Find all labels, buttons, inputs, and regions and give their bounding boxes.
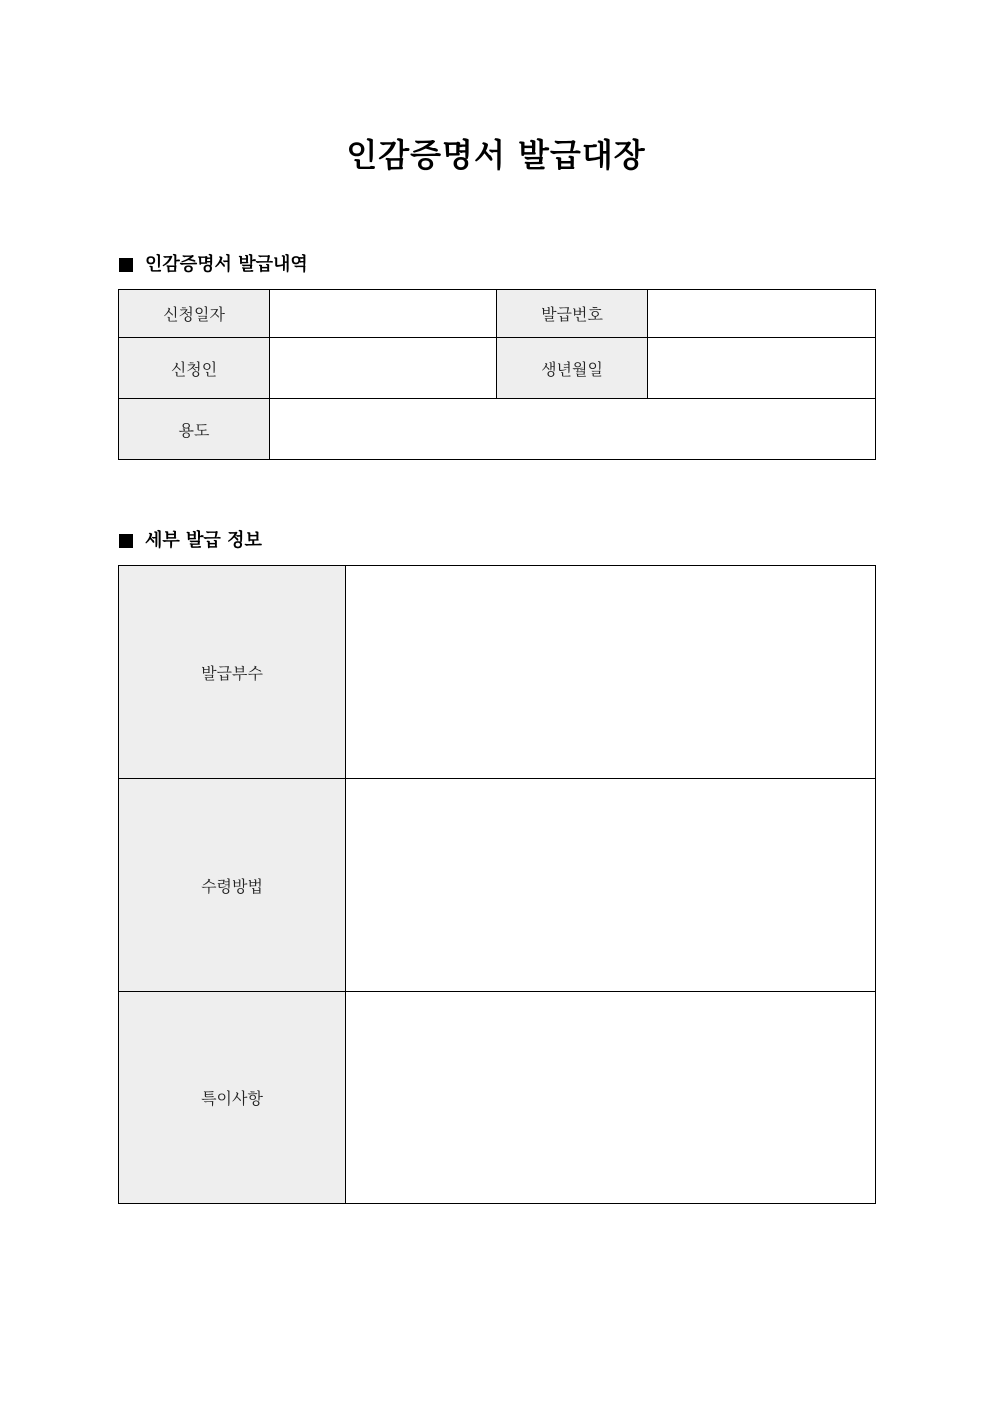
receipt-method-field[interactable] <box>346 779 876 992</box>
section-heading-issue-label: 인감증명서 발급내역 <box>145 254 308 275</box>
section-heading-detail <box>119 529 262 553</box>
table-row <box>119 399 876 460</box>
receipt-method-label: 수령방법 <box>119 779 346 992</box>
detail-info-table <box>118 565 876 1204</box>
copies-field[interactable] <box>346 566 876 779</box>
remarks-field[interactable] <box>346 992 876 1204</box>
table-row <box>119 290 876 338</box>
table-row <box>119 338 876 399</box>
section-heading-issue <box>119 253 308 277</box>
issue-details-table <box>118 289 876 460</box>
issue-number-field[interactable] <box>648 290 876 338</box>
table-row <box>119 992 876 1204</box>
table-row <box>119 779 876 992</box>
applicant-label: 신청인 <box>119 338 270 399</box>
copies-label: 발급부수 <box>119 566 346 779</box>
square-bullet-icon <box>119 258 133 272</box>
page-title: 인감증명서 발급대장 <box>346 136 646 174</box>
birth-date-label: 생년월일 <box>497 338 648 399</box>
purpose-field[interactable] <box>270 399 876 460</box>
square-bullet-icon <box>119 534 133 548</box>
application-date-field[interactable] <box>270 290 497 338</box>
birth-date-field[interactable] <box>648 338 876 399</box>
table-row <box>119 566 876 779</box>
issue-number-label: 발급번호 <box>497 290 648 338</box>
remarks-label: 특이사항 <box>119 992 346 1204</box>
applicant-field[interactable] <box>270 338 497 399</box>
purpose-label: 용도 <box>119 399 270 460</box>
section-heading-detail-label: 세부 발급 정보 <box>145 530 262 551</box>
application-date-label: 신청일자 <box>119 290 270 338</box>
